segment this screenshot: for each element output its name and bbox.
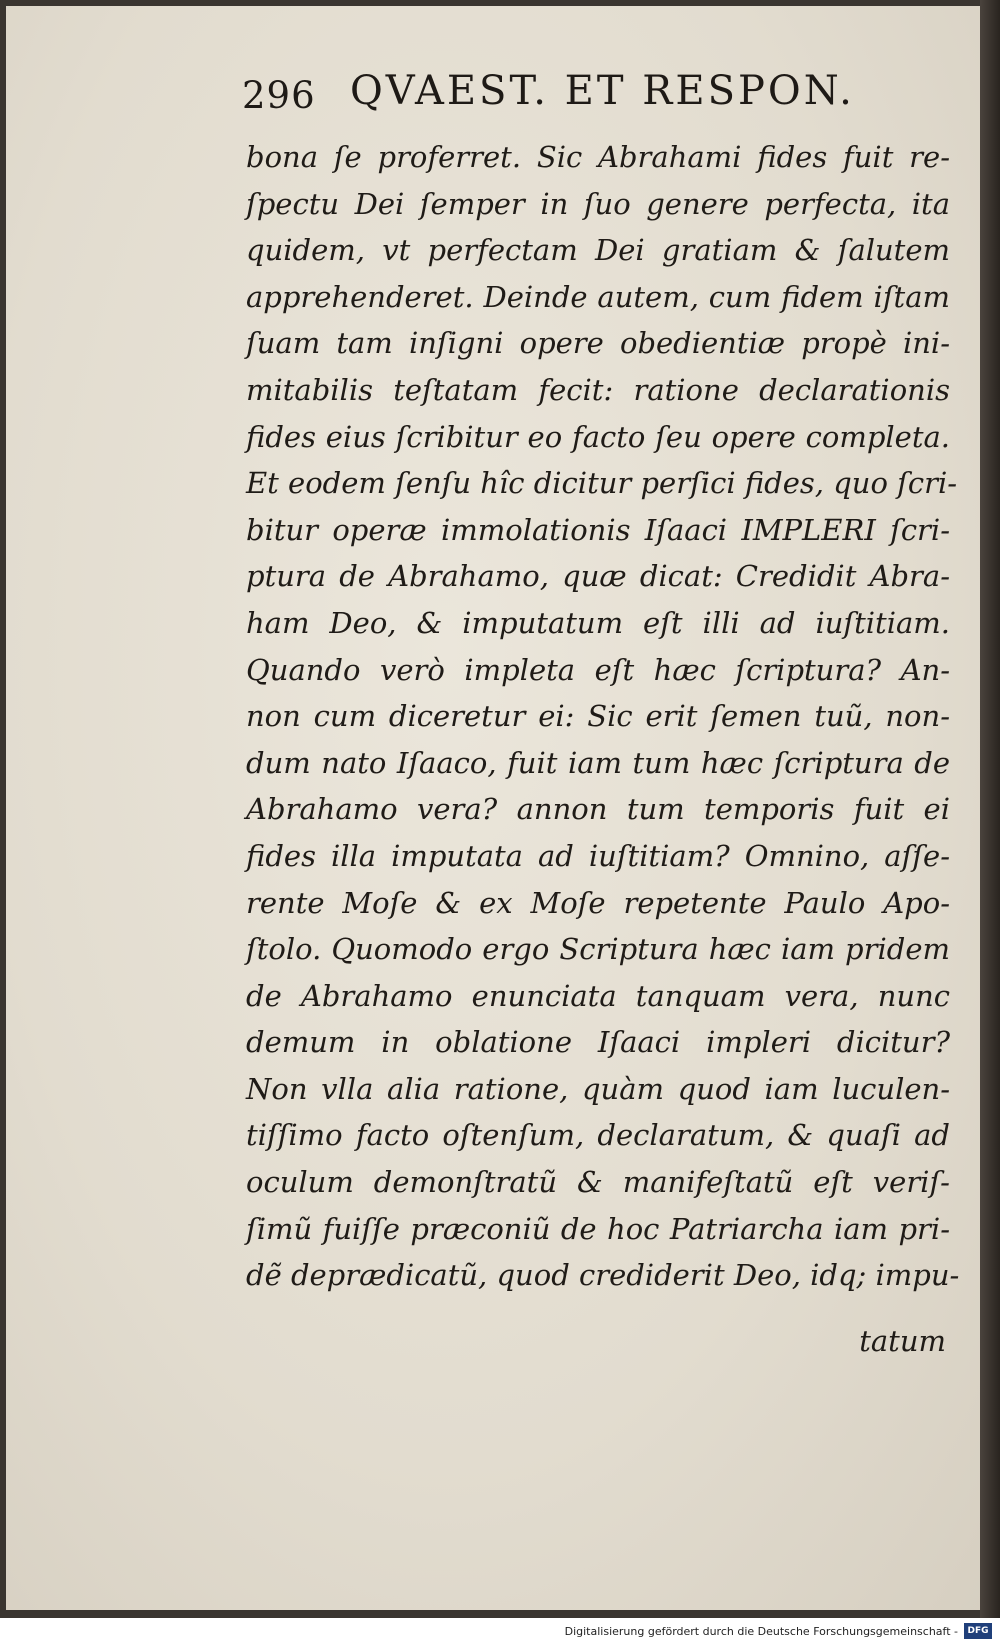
text-line: ſuam tam inſigni opere obedientiæ propè ini- [246,326,950,361]
footer-bar [0,1618,1000,1645]
running-head [242,64,922,124]
body-text [246,134,960,1299]
text-line: ſtolo. Quomodo ergo Scriptura hæc iam pridem [246,932,950,967]
text-line: apprehenderet. Deinde autem, cum fidem iſtam [246,279,950,314]
text-line: ham Deo, & imputatum eſt illi ad iuſtitiam. [246,605,950,640]
text-line: dum nato Iſaaco, fuit iam tum hæc ſcriptura de [246,745,950,780]
text-line: rente Moſe & ex Moſe repetente Paulo Apo- [246,885,950,920]
catchword: tatum [859,1324,946,1358]
text-line: ſimũ fuiſſe præconiũ de hoc Patriarcha iam pri- [246,1211,950,1246]
dfg-logo: DFG [964,1623,992,1639]
text-line: fides eius ſcribitur eo facto ſeu opere completa. [246,419,950,454]
text-line: tiſſimo facto oſtenſum, declaratum, & quaſi ad [246,1118,950,1153]
text-line: Non vlla alia ratione, quàm quod iam luculen- [246,1071,950,1106]
text-line: oculum demonſtratũ & manifeſtatũ eſt veriſ- [246,1165,950,1200]
text-line: bona ſe proferret. Sic Abrahami fides fuit re- [246,140,950,174]
text-line: demum in oblatione Iſaaci impleri dicitur? [246,1025,950,1060]
text-line: de Abrahamo enunciata tanquam vera, nunc [246,978,950,1013]
page-number: 296 [242,74,316,117]
text-line: mitabilis teſtatam fecit: ratione declarationis [246,372,950,407]
text-line: quidem, vt perfectam Dei gratiam & ſalutem [246,233,950,268]
text-line: ſpectu Dei ſemper in ſuo genere perfecta, ita [246,186,950,221]
text-line: bitur operæ immolationis Iſaaci IMPLERI ſcri- [246,512,950,547]
text-line: Abrahamo vera? annon tum temporis fuit ei [246,792,950,827]
text-line: ptura de Abrahamo, quæ dicat: Credidit Abra- [246,559,950,594]
text-line: Quando verò impleta eſt hæc ſcriptura? An- [246,652,950,687]
text-line: non cum diceretur ei: Sic erit ſemen tuũ, non- [246,699,950,734]
page-edge [980,0,1000,1618]
book-page [6,6,988,1610]
text-line: fides illa imputata ad iuſtitiam? Omnino, aſſe- [246,838,950,873]
funding-credit: Digitalisierung gefördert durch die Deutsche Forschungsgemeinschaft - [564,1625,958,1638]
text-line: Et eodem ſenſu hîc dicitur perſici fides, quo ſcri- [246,466,958,501]
text-line: dẽ deprædicatũ, quod crediderit Deo, idq; impu- [246,1258,960,1293]
running-title: QVAEST. ET RESPON. [350,68,855,114]
